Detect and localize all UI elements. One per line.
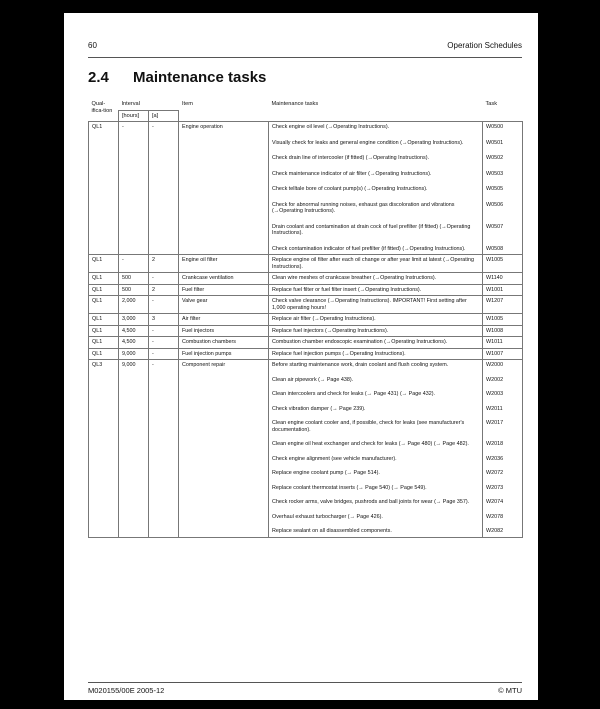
task-description: Check engine oil level (→Operating Instructions).	[269, 122, 483, 138]
hours-cell: 4,500	[119, 325, 149, 337]
task-code: W1001	[483, 284, 523, 296]
task-code: W2073	[483, 483, 523, 498]
copyright: © MTU	[498, 686, 522, 695]
task-description: Clean air pipework (→ Page 438).	[269, 375, 483, 390]
years-cell: -	[149, 273, 179, 285]
task-description: Check engine alignment (see vehicle manufacturer).	[269, 454, 483, 469]
task-description: Visually check for leaks and general engine condition (→Operating Instructions).	[269, 138, 483, 154]
table-row	[89, 314, 523, 326]
table-row	[89, 255, 523, 273]
header-rule	[88, 57, 522, 58]
task-description: Replace sealant on all disassembled components.	[269, 526, 483, 537]
task-code: W2002	[483, 375, 523, 390]
hours-cell: -	[119, 122, 149, 255]
table-row	[89, 360, 523, 375]
qualification-cell: QL1	[89, 284, 119, 296]
task-description: Overhaul exhaust turbocharger (→ Page 426).	[269, 512, 483, 527]
years-cell: 3	[149, 314, 179, 326]
hours-cell: 4,500	[119, 337, 149, 349]
task-code: W1007	[483, 348, 523, 360]
item-cell: Engine operation	[179, 122, 269, 255]
task-code: W1140	[483, 273, 523, 285]
task-description: Combustion chamber endoscopic examination (→Operating Instructions).	[269, 337, 483, 349]
task-description: Check for abnormal running noises, exhaust gas discoloration and vibrations (→Operating Instructions).	[269, 200, 483, 222]
years-cell: -	[149, 122, 179, 255]
task-description: Clean wire meshes of crankcase breather (→Operating Instructions).	[269, 273, 483, 285]
table-row	[89, 122, 523, 138]
hours-cell: 9,000	[119, 348, 149, 360]
qualification-cell: QL1	[89, 348, 119, 360]
task-description: Replace engine coolant pump (→ Page 514).	[269, 468, 483, 483]
years-cell: 2	[149, 255, 179, 273]
task-code: W2003	[483, 389, 523, 404]
task-code: W0506	[483, 200, 523, 222]
task-code: W2078	[483, 512, 523, 527]
item-cell: Component repair	[179, 360, 269, 538]
item-cell: Valve gear	[179, 296, 269, 314]
task-description: Replace fuel filter or fuel filter insert (→Operating Instructions).	[269, 284, 483, 296]
task-description: Replace air filter (→Operating Instructions).	[269, 314, 483, 326]
task-description: Check rocker arms, valve bridges, pushrods and ball joints for wear (→ Page 357).	[269, 497, 483, 512]
task-description: Drain coolant and contamination at drain cock of fuel prefilter (if fitted) (→Operating Instructions).	[269, 222, 483, 244]
task-description: Check telltale bore of coolant pump(s) (→Operating Instructions).	[269, 184, 483, 200]
item-cell: Fuel filter	[179, 284, 269, 296]
document-id: M020155/00E 2005-12	[88, 686, 165, 695]
hours-cell: 2,000	[119, 296, 149, 314]
task-code: W0502	[483, 153, 523, 169]
item-cell: Fuel injectors	[179, 325, 269, 337]
table-row	[89, 273, 523, 285]
task-description: Check drain line of intercooler (if fitted) (→Operating Instructions).	[269, 153, 483, 169]
col-task: Task	[483, 99, 523, 122]
hours-cell: 3,000	[119, 314, 149, 326]
task-description: Clean engine coolant cooler and, if possible, check for leaks (see manufacturer's documentation).	[269, 418, 483, 439]
task-description: Replace fuel injectors (→Operating Instructions).	[269, 325, 483, 337]
task-code: W2036	[483, 454, 523, 469]
section-title: Maintenance tasks	[133, 69, 267, 86]
item-cell: Air filter	[179, 314, 269, 326]
hours-cell: 500	[119, 284, 149, 296]
task-description: Replace engine oil filter after each oil change or after year limit at latest (→Operating Instructions).	[269, 255, 483, 273]
task-description: Clean intercoolers and check for leaks (→ Page 431) (→ Page 432).	[269, 389, 483, 404]
years-cell: -	[149, 325, 179, 337]
years-cell: -	[149, 360, 179, 538]
task-code: W1005	[483, 255, 523, 273]
hours-cell: 500	[119, 273, 149, 285]
task-code: W1011	[483, 337, 523, 349]
task-code: W2017	[483, 418, 523, 439]
item-cell: Engine oil filter	[179, 255, 269, 273]
task-description: Replace fuel injection pumps (→Operating Instructions).	[269, 348, 483, 360]
task-code: W0501	[483, 138, 523, 154]
hours-cell: 9,000	[119, 360, 149, 538]
item-cell: Crankcase ventilation	[179, 273, 269, 285]
years-cell: -	[149, 337, 179, 349]
col-item: Item	[179, 99, 269, 122]
section-number: 2.4	[88, 69, 109, 86]
page-number: 60	[88, 41, 97, 50]
years-cell: -	[149, 348, 179, 360]
qualification-cell: QL1	[89, 325, 119, 337]
footer-rule	[88, 682, 522, 683]
task-code: W2072	[483, 468, 523, 483]
item-cell: Combustion chambers	[179, 337, 269, 349]
task-code: W0503	[483, 169, 523, 185]
task-code: W1005	[483, 314, 523, 326]
col-interval: Interval	[119, 99, 179, 110]
document-page	[64, 13, 538, 700]
task-code: W1008	[483, 325, 523, 337]
task-code: W1207	[483, 296, 523, 314]
qualification-cell: QL1	[89, 337, 119, 349]
col-maintenance-tasks: Maintenance tasks	[269, 99, 483, 122]
section-heading	[88, 69, 266, 86]
qualification-cell: QL1	[89, 255, 119, 273]
table-row	[89, 284, 523, 296]
col-qualification: Qual-ifica-tion	[89, 99, 119, 122]
col-years: [a]	[149, 110, 179, 122]
task-code: W2082	[483, 526, 523, 537]
table-row	[89, 325, 523, 337]
task-code: W0508	[483, 244, 523, 255]
qualification-cell: QL1	[89, 273, 119, 285]
table-body	[89, 122, 523, 538]
table-row	[89, 348, 523, 360]
task-description: Before starting maintenance work, drain coolant and flush cooling system.	[269, 360, 483, 375]
task-description: Clean engine oil heat exchanger and check for leaks (→ Page 480) (→ Page 482).	[269, 439, 483, 454]
table-row	[89, 337, 523, 349]
task-code: W0507	[483, 222, 523, 244]
task-description: Check vibration damper (→ Page 239).	[269, 404, 483, 419]
qualification-cell: QL1	[89, 122, 119, 255]
item-cell: Fuel injection pumps	[179, 348, 269, 360]
qualification-cell: QL3	[89, 360, 119, 538]
task-code: W2074	[483, 497, 523, 512]
qualification-cell: QL1	[89, 296, 119, 314]
task-description: Check contamination indicator of fuel prefilter (if fitted) (→Operating Instructions).	[269, 244, 483, 255]
maintenance-table	[88, 99, 523, 538]
chapter-title: Operation Schedules	[447, 41, 522, 50]
task-description: Check maintenance indicator of air filter (→Operating Instructions).	[269, 169, 483, 185]
task-code: W0500	[483, 122, 523, 138]
task-code: W2018	[483, 439, 523, 454]
task-description: Check valve clearance (→Operating Instructions). IMPORTANT! First setting after 1,000 operating hours!	[269, 296, 483, 314]
hours-cell: -	[119, 255, 149, 273]
task-code: W2011	[483, 404, 523, 419]
years-cell: 2	[149, 284, 179, 296]
qualification-cell: QL1	[89, 314, 119, 326]
years-cell: -	[149, 296, 179, 314]
table-row	[89, 296, 523, 314]
task-code: W0505	[483, 184, 523, 200]
col-hours: [hours]	[119, 110, 149, 122]
task-description: Replace coolant thermostat inserts (→ Page 540) (→ Page 549).	[269, 483, 483, 498]
task-code: W2000	[483, 360, 523, 375]
